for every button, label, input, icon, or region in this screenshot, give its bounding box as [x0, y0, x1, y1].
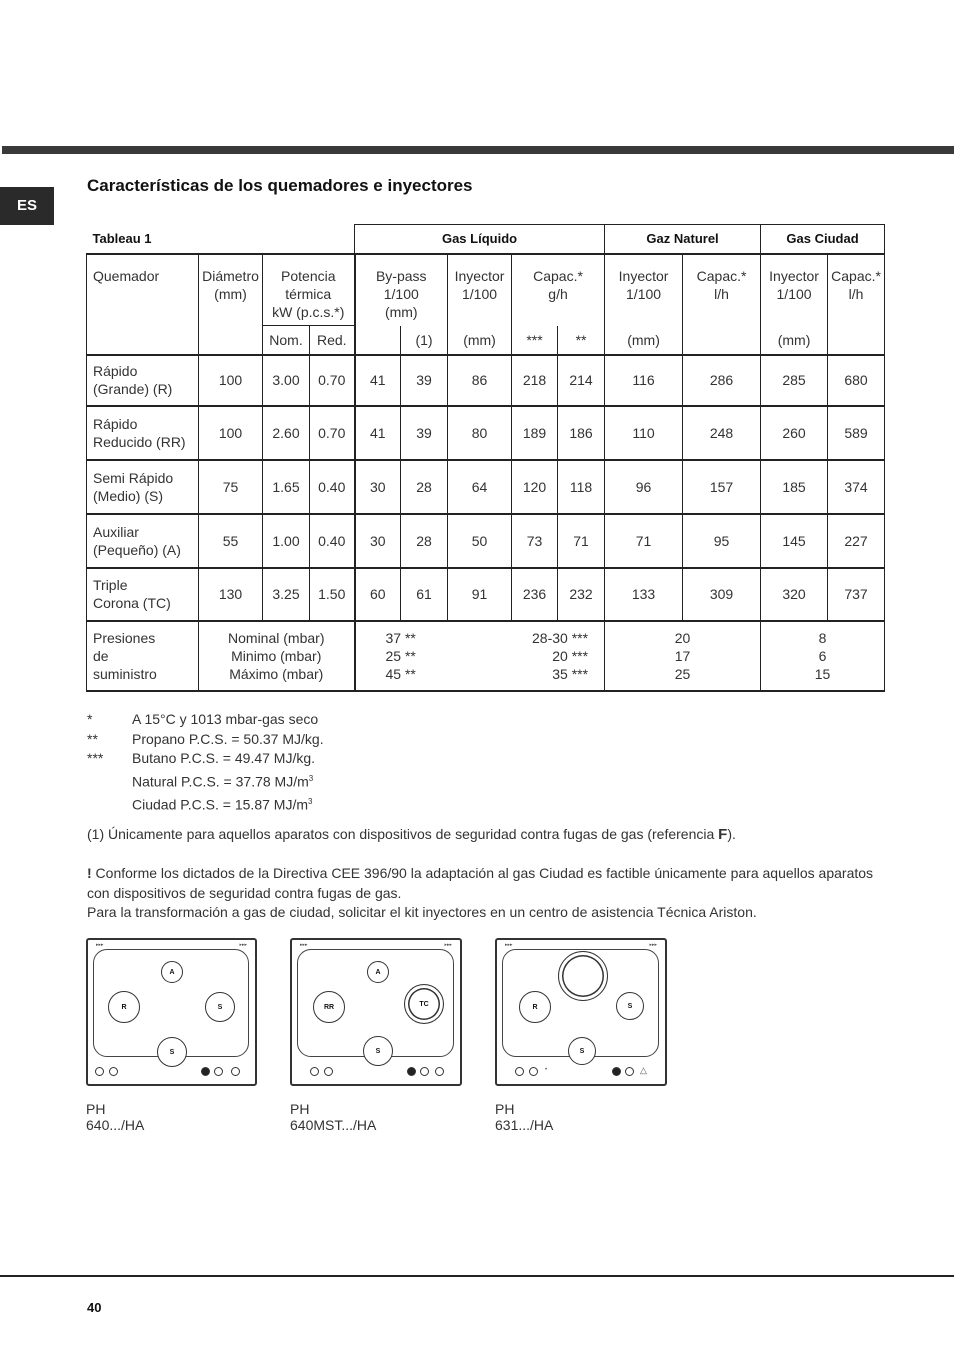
cell-injector-liquid: 86	[448, 355, 512, 406]
hob-marker-icon: ▸▸▸	[300, 942, 308, 948]
cell-diameter: 130	[199, 568, 263, 621]
reference-letter: F	[718, 826, 728, 843]
warning-text-2: Para la transformación a gas de ciudad, solicitar el kit inyectores en un centro de asistencia Técnica Ariston.	[87, 904, 757, 920]
pressure-natural-value: 17	[674, 647, 691, 664]
burner-name-line: Auxiliar	[93, 523, 139, 540]
header-bypass-line: 1/100	[383, 285, 419, 302]
pressure-butane: 20 ***	[552, 647, 589, 664]
header-capac-line: l/h	[848, 285, 864, 302]
footnote-row	[87, 792, 324, 815]
cell-power-nom: 3.00	[263, 355, 310, 406]
ignition-knob	[612, 1067, 621, 1076]
cell-power-nom: 1.00	[263, 514, 310, 568]
table-row	[87, 514, 885, 568]
pressure-natural	[605, 621, 761, 691]
group-gaz-naturel: Gaz Naturel	[605, 225, 761, 254]
footnote-row	[87, 749, 324, 769]
pressure-label-line: Presiones	[93, 629, 156, 646]
header-bypass-note: (1)	[401, 326, 448, 355]
header-bypass	[355, 254, 448, 326]
burner-name-line: Triple	[93, 577, 128, 593]
pressure-city	[761, 621, 885, 691]
pressure-row	[87, 621, 885, 691]
cell-capac-city: 374	[828, 460, 885, 514]
pressure-natural-value: 25	[674, 665, 691, 682]
cell-power-nom: 3.25	[263, 568, 310, 621]
cell-injector-liquid: 64	[448, 460, 512, 514]
pressure-type: Minimo (mbar)	[231, 647, 322, 664]
header-capac-line: Capac.*	[696, 267, 747, 284]
header-subcell	[683, 326, 761, 355]
cell-bypass: 30	[355, 514, 401, 568]
burner-name-line: Rápido	[93, 363, 138, 379]
pressure-types	[199, 621, 355, 691]
pressure-city-value: 8	[818, 629, 827, 646]
control-knob	[529, 1067, 538, 1076]
cell-bypass-1: 61	[401, 568, 448, 621]
footnote-text: Butano P.C.S. = 49.47 MJ/kg.	[132, 750, 316, 766]
cell-injector-liquid: 80	[448, 406, 512, 460]
cell-injector-natural: 96	[605, 460, 683, 514]
group-gas-ciudad: Gas Ciudad	[761, 225, 885, 254]
header-subcell	[199, 326, 263, 355]
footnote-mark	[87, 769, 132, 792]
header-injector-unit: (mm)	[605, 326, 683, 355]
header-injector-liquid	[448, 254, 512, 326]
pressure-propane: 45 **	[385, 665, 416, 682]
cell-capac-butane: 189	[512, 406, 558, 460]
control-knob	[95, 1067, 104, 1076]
burner-r: R	[519, 991, 551, 1023]
header-power-line: térmica	[285, 285, 332, 302]
pressure-butane: 35 ***	[552, 665, 589, 682]
header-injector-line: Inyector	[769, 267, 819, 284]
cell-bypass-1: 28	[401, 460, 448, 514]
burner-name-line: (Pequeño) (A)	[93, 541, 181, 558]
cell-power-red: 0.40	[310, 460, 355, 514]
hob-marker-icon: ▸▸▸	[649, 942, 657, 948]
cell-injector-liquid: 50	[448, 514, 512, 568]
pressure-label	[87, 621, 199, 691]
diagram-caption: PH 631.../HA	[495, 1101, 554, 1133]
cell-injector-city: 145	[761, 514, 828, 568]
burner-name	[87, 355, 199, 406]
header-capac-line: Capac.*	[831, 267, 881, 284]
cell-injector-natural: 133	[605, 568, 683, 621]
warning-block	[87, 864, 877, 923]
cell-injector-city: 185	[761, 460, 828, 514]
header-injector-unit: (mm)	[761, 326, 828, 355]
cell-bypass-1: 28	[401, 514, 448, 568]
header-power	[263, 254, 355, 326]
header-injector-line: Inyector	[454, 267, 505, 284]
ignition-knob	[201, 1067, 210, 1076]
footnote-text: A 15°C y 1013 mbar-gas seco	[132, 711, 319, 727]
hob-outline	[495, 938, 667, 1086]
cell-injector-city: 285	[761, 355, 828, 406]
header-capac-liquid	[512, 254, 605, 326]
footnote-text: Propano P.C.S. = 50.37 MJ/kg.	[132, 730, 324, 747]
cell-capac-natural: 95	[683, 514, 761, 568]
control-knob	[109, 1067, 118, 1076]
warning-line	[87, 864, 877, 903]
burner-rr: RR	[313, 991, 345, 1023]
burner-tc: TC	[404, 984, 444, 1024]
header-injector-line: 1/100	[776, 285, 812, 302]
cell-injector-natural: 110	[605, 406, 683, 460]
footnote-text: Natural P.C.S. = 37.78 MJ/m	[132, 773, 309, 790]
burner-s: S	[205, 992, 235, 1022]
cell-capac-city: 227	[828, 514, 885, 568]
cell-capac-butane: 73	[512, 514, 558, 568]
cell-bypass: 41	[355, 355, 401, 406]
cell-injector-city: 260	[761, 406, 828, 460]
header-capac-city	[828, 254, 885, 326]
hob-outline	[86, 938, 257, 1086]
footnote-mark: **	[87, 730, 98, 747]
group-gas-liquido: Gas Líquido	[355, 225, 605, 254]
burner-a: A	[367, 961, 389, 983]
cell-power-nom: 1.65	[263, 460, 310, 514]
cell-injector-natural: 116	[605, 355, 683, 406]
header-subcell	[828, 326, 885, 355]
cell-power-red: 1.50	[310, 568, 355, 621]
pressure-propane: 37 **	[385, 629, 416, 646]
header-red: Red.	[310, 326, 355, 355]
burner-r: R	[108, 991, 140, 1023]
cell-bypass-1: 39	[401, 355, 448, 406]
table-caption: Tableau 1	[87, 225, 355, 254]
small-marker-icon: •	[545, 1067, 548, 1073]
header-bypass-line: (mm)	[384, 303, 418, 320]
cell-capac-butane: 218	[512, 355, 558, 406]
header-capac-natural	[683, 254, 761, 326]
cell-diameter: 55	[199, 514, 263, 568]
hob-marker-icon: ▸▸▸	[96, 942, 104, 948]
control-knob	[214, 1067, 223, 1076]
control-knob	[515, 1067, 524, 1076]
page-number: 40	[87, 1300, 102, 1315]
pressure-city-value: 15	[814, 665, 831, 682]
cell-capac-natural: 157	[683, 460, 761, 514]
diagram-caption: PH 640.../HA	[86, 1101, 145, 1133]
pressure-type: Nominal (mbar)	[228, 629, 325, 646]
footnote-mark: *	[87, 711, 93, 727]
cell-capac-butane: 120	[512, 460, 558, 514]
header-butane-mark: ***	[512, 326, 558, 355]
table-row	[87, 460, 885, 514]
table-row	[87, 568, 885, 621]
cell-capac-propane: 118	[558, 460, 605, 514]
cell-capac-butane: 236	[512, 568, 558, 621]
burner-name	[87, 514, 199, 568]
burner-name	[87, 460, 199, 514]
diagram-caption: PH 640MST.../HA	[290, 1101, 377, 1133]
header-propane-mark: **	[558, 326, 605, 355]
burner-name-line: Reducido (RR)	[93, 433, 186, 450]
bypass-footnote	[87, 825, 867, 845]
cell-capac-natural: 309	[683, 568, 761, 621]
header-capac-line: l/h	[714, 285, 729, 302]
page-title: Características de los quemadores e inyectores	[87, 176, 473, 195]
burner-s: S	[568, 1037, 596, 1065]
footnote-row	[87, 769, 324, 792]
burner-name-line: (Grande) (R)	[93, 381, 173, 397]
burner-name	[87, 406, 199, 460]
burner-spec-table	[86, 224, 885, 692]
bypass-footnote-end: ).	[727, 826, 736, 842]
hob-marker-icon: ▸▸▸	[505, 942, 513, 948]
cell-bypass: 30	[355, 460, 401, 514]
control-knob	[310, 1067, 319, 1076]
footnote-mark: ***	[87, 750, 104, 766]
burner-name-line: (Medio) (S)	[93, 487, 164, 504]
footnote-text: Ciudad P.C.S. = 15.87 MJ/m	[132, 796, 308, 813]
header-burner: Quemador	[87, 254, 199, 355]
header-diameter-unit: (mm)	[214, 285, 247, 302]
header-injector-line: 1/100	[461, 285, 498, 302]
ignition-knob	[407, 1067, 416, 1076]
hob-outline	[290, 938, 462, 1086]
burner-name-line: Corona (TC)	[93, 595, 171, 611]
pressure-type: Máximo (mbar)	[229, 665, 324, 682]
burner-a: A	[161, 961, 183, 983]
control-knob	[231, 1067, 240, 1076]
burner-s: S	[363, 1036, 393, 1066]
footnote-mark	[87, 792, 132, 815]
footnotes	[87, 710, 324, 815]
warning-text: Conforme los dictados de la Directiva CEE 396/90 la adaptación al gas Ciudad es factible únicamente para aquellos aparatos con dispositivos de seguridad contra fugas de gas.	[87, 865, 874, 901]
header-nom: Nom.	[263, 326, 310, 355]
cell-capac-propane: 214	[558, 355, 605, 406]
header-diameter-label: Diámetro	[202, 267, 259, 284]
language-tab: ES	[0, 187, 54, 225]
header-bypass-line: By-pass	[375, 267, 427, 284]
pressure-city-value: 6	[818, 647, 827, 664]
flame-icon: △	[640, 1065, 647, 1075]
header-injector-city	[761, 254, 828, 326]
control-knob	[324, 1067, 333, 1076]
cell-capac-city: 737	[828, 568, 885, 621]
pressure-liquid	[355, 621, 605, 691]
cell-bypass: 41	[355, 406, 401, 460]
footnote-row	[87, 710, 324, 730]
cell-power-red: 0.70	[310, 355, 355, 406]
table-row	[87, 406, 885, 460]
pressure-natural-value: 20	[674, 629, 691, 646]
cell-capac-city: 589	[828, 406, 885, 460]
burner-name	[87, 568, 199, 621]
footnote-sup: 3	[308, 796, 313, 806]
cell-injector-city: 320	[761, 568, 828, 621]
bypass-footnote-text: (1) Únicamente para aquellos aparatos con dispositivos de seguridad contra fugas de gas (referencia	[87, 826, 719, 842]
header-injector-unit: (mm)	[448, 326, 512, 355]
control-knob	[420, 1067, 429, 1076]
cell-power-red: 0.40	[310, 514, 355, 568]
header-capac-line: g/h	[548, 285, 568, 302]
cell-capac-natural: 248	[683, 406, 761, 460]
cell-capac-propane: 232	[558, 568, 605, 621]
cell-capac-city: 680	[828, 355, 885, 406]
cell-diameter: 75	[199, 460, 263, 514]
header-injector-line: 1/100	[626, 285, 662, 302]
header-power-line: Potencia	[281, 267, 336, 284]
cell-capac-propane: 186	[558, 406, 605, 460]
cell-bypass: 60	[355, 568, 401, 621]
burner-s: S	[157, 1037, 187, 1067]
burner-name-line: Semi Rápido	[93, 469, 174, 486]
cell-power-nom: 2.60	[263, 406, 310, 460]
control-knob	[435, 1067, 444, 1076]
header-subcell	[355, 326, 401, 355]
footnote-sup: 3	[308, 773, 314, 783]
top-rule	[2, 146, 954, 154]
table-row	[87, 355, 885, 406]
cell-diameter: 100	[199, 355, 263, 406]
cell-injector-natural: 71	[605, 514, 683, 568]
cell-diameter: 100	[199, 406, 263, 460]
control-knob	[625, 1067, 634, 1076]
header-capac-line: Capac.*	[533, 267, 583, 284]
bottom-rule	[0, 1275, 954, 1277]
hob-marker-icon: ▸▸▸	[444, 942, 452, 948]
header-injector-line: Inyector	[618, 267, 669, 284]
burner-name-line: Rápido	[93, 415, 138, 432]
pressure-propane: 25 **	[385, 647, 416, 664]
cell-injector-liquid: 91	[448, 568, 512, 621]
header-diameter	[199, 254, 263, 326]
footnote-row	[87, 730, 324, 750]
header-power-line: kW (p.c.s.*)	[272, 303, 345, 320]
cell-bypass-1: 39	[401, 406, 448, 460]
pressure-label-line: de	[93, 647, 109, 664]
wok-burner	[558, 951, 608, 1001]
cell-power-red: 0.70	[310, 406, 355, 460]
pressure-butane: 28-30 ***	[532, 629, 589, 646]
burner-s: S	[616, 992, 644, 1020]
warning-icon: !	[87, 865, 92, 881]
header-injector-natural	[605, 254, 683, 326]
cell-capac-natural: 286	[683, 355, 761, 406]
hob-marker-icon: ▸▸▸	[239, 942, 247, 948]
pressure-label-line: suministro	[93, 665, 157, 682]
cell-capac-propane: 71	[558, 514, 605, 568]
